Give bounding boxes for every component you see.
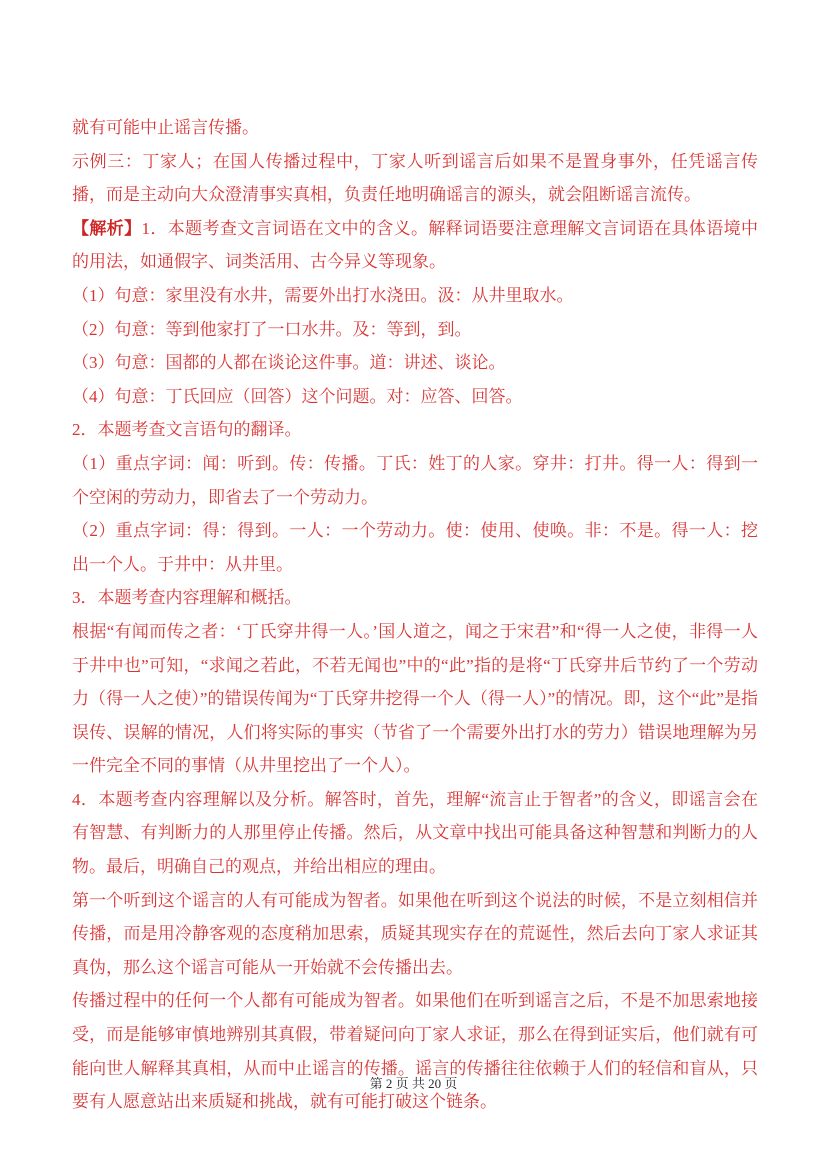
paragraph-q4-spreaders: 传播过程中的任何一个人都有可能成为智者。如果他们在听到谣言之后，不是不加思索地接受，而是能够审慎地辨别其真假，带着疑问向丁家人求证，那么在得到证实后，他们就有可能向世人解释其真相，从而中止谣言的传播。谣言的传播往往依赖于人们的轻信和盲从，只要有人愿意站出来质疑和挑战，就有可能打破这个链条。 (72, 991, 758, 1112)
paragraph-rumor-stop-continuation: 就有可能中止谣言传播。 (72, 118, 259, 137)
paragraph-q3-explanation: 根据“有闻而传之者：‘丁氏穿井得一人。’国人道之，闻之于宋君”和“得一人之使，非得一人于井中也”可知，“求闻之若此，不若无闻也”中的“此”指的是将“丁氏穿井后节约了一个劳动力（得一人之使）”的错误传闻为“丁氏穿井挖得一个人（得一人）”的情况。即，这个“此”是指误传、误解的情况，人们将实际的事实（节省了一个需要外出打水的劳力）错误地理解为另一件完全不同的事情（从井里挖出了一个人）。 (72, 621, 758, 776)
paragraph-q2-intro: 2．本题考查文言语句的翻译。 (72, 420, 302, 440)
paragraph-q1-item1: （1）句意：家里没有水井，需要外出打水浇田。汲：从井里取水。 (72, 285, 574, 305)
paragraph-example-three: 示例三：丁家人；在国人传播过程中，丁家人听到谣言后如果不是置身事外，任凭谣言传播，而是主动向大众澄清事实真相，负责任地明确谣言的源头，就会阻断谣言流传。 (72, 151, 758, 205)
paragraph-q3-intro: 3．本题考查内容理解和概括。 (72, 588, 302, 608)
paragraph-q1-item4: （4）句意：丁氏回应（回答）这个问题。对：应答、回答。 (72, 386, 523, 406)
analysis-label: 【解析】 (72, 218, 142, 238)
paragraph-q2-item1: （1）重点字词：闻：听到。传：传播。丁氏：姓丁的人家。穿井：打井。得一人：得到一个空闲的劳动力，即省去了一个劳动力。 (72, 453, 758, 507)
page-footer (0, 1074, 827, 1094)
page-number-text: 第 2 页 共 20 页 (369, 1076, 458, 1091)
paragraph-q4-first-listener: 第一个听到这个谣言的人有可能成为智者。如果他在听到这个说法的时候，不是立刻相信并传播，而是用冷静客观的态度稍加思索，质疑其现实存在的荒诞性，然后去向丁家人求证其真伪，那么这个谣言可能从一开始就不会传播出去。 (72, 890, 758, 977)
analysis-q1-text: 1．本题考查文言词语在文中的含义。解释词语要注意理解文言词语在具体语境中的用法，如通假字、词类活用、古今异义等现象。 (72, 218, 759, 272)
document-body (72, 111, 758, 1119)
paragraph-q1-item2: （2）句意：等到他家打了一口水井。及：等到，到。 (72, 319, 472, 339)
paragraph-q2-item2: （2）重点字词：得：得到。一人：一个劳动力。使：使用、使唤。非：不是。得一人：挖出一个人。于井中：从井里。 (72, 521, 758, 574)
paragraph-q1-item3: （3）句意：国都的人都在谈论这件事。道：讲述、谈论。 (72, 353, 506, 373)
paragraph-q4-intro: 4．本题考查内容理解以及分析。解答时，首先，理解“流言止于智者”的含义，即谣言会在有智慧、有判断力的人那里停止传播。然后，从文章中找出可能具备这种智慧和判断力的人物。最后，明确自己的观点，并给出相应的理由。 (72, 789, 758, 877)
paragraph-analysis-q1 (72, 212, 758, 279)
